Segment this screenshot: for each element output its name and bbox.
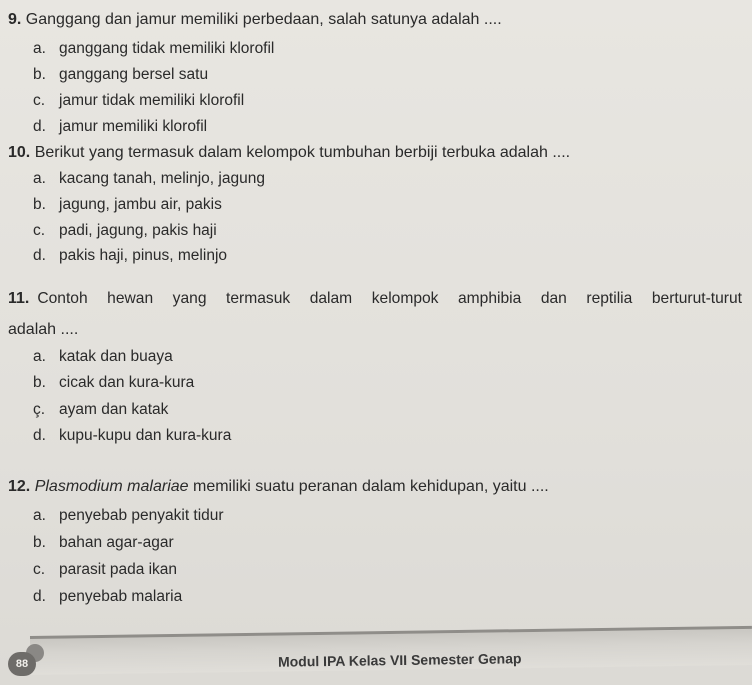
option-9a [33, 39, 274, 59]
option-9d [33, 117, 207, 137]
option-11c [33, 400, 168, 420]
question-11-line2 [8, 320, 78, 340]
question-10 [8, 143, 570, 163]
question-12 [8, 477, 549, 497]
option-letter: a. [33, 40, 46, 57]
option-letter: a. [33, 170, 46, 187]
question-9 [8, 10, 502, 30]
option-text: parasit pada ikan [59, 561, 178, 578]
question-11 [8, 289, 742, 309]
option-letter: c. [33, 561, 46, 578]
option-10b [33, 195, 222, 215]
option-10d [33, 246, 227, 266]
option-text: kupu-kupu dan kura-kura [59, 427, 232, 444]
option-text: pakis haji, pinus, melinjo [59, 247, 228, 264]
option-letter: d. [33, 427, 46, 444]
option-text: jagung, jambu air, pakis [59, 196, 222, 213]
question-text-line2: adalah .... [8, 321, 79, 338]
question-number: 9. [8, 11, 22, 28]
question-text: Ganggang dan jamur memiliki perbedaan, salah satunya adalah .... [25, 11, 502, 28]
option-text: jamur memiliki klorofil [59, 118, 208, 135]
option-text: penyebab penyakit tidur [59, 507, 224, 524]
option-text: penyebab malaria [59, 588, 183, 605]
option-text: kacang tanah, melinjo, jagung [59, 170, 265, 187]
option-9b [33, 65, 208, 85]
option-12d [33, 587, 182, 607]
option-11d [33, 426, 231, 446]
option-letter: b. [33, 66, 46, 83]
option-letter: d. [33, 588, 46, 605]
option-12c [33, 560, 177, 580]
option-text: ganggang tidak memiliki klorofil [59, 40, 275, 57]
option-11b [33, 373, 194, 393]
option-letter: d. [33, 247, 46, 264]
option-11a [33, 347, 173, 367]
option-text: bahan agar-agar [59, 534, 174, 551]
option-letter: b. [33, 196, 46, 213]
question-text: memiliki suatu peranan dalam kehidupan, yaitu .... [193, 478, 549, 495]
option-letter: d. [33, 118, 46, 135]
option-text: padi, jagung, pakis haji [59, 222, 217, 239]
option-letter: ç. [33, 401, 46, 418]
question-italic-term: Plasmodium malariae [34, 478, 189, 495]
option-text: katak dan buaya [59, 348, 173, 365]
option-10c [33, 221, 217, 241]
option-letter: b. [33, 534, 46, 551]
option-9c [33, 91, 244, 111]
question-text-line1: Contoh hewan yang termasuk dalam kelompok amphibia dan reptilia berturut-turut [37, 290, 742, 307]
option-letter: c. [33, 92, 46, 109]
option-text: cicak dan kura-kura [59, 374, 195, 391]
option-letter: a. [33, 348, 46, 365]
question-number: 10. [8, 144, 31, 161]
option-12b [33, 533, 174, 553]
question-text: Berikut yang termasuk dalam kelompok tumbuhan berbiji terbuka adalah .... [34, 144, 571, 161]
option-letter: c. [33, 222, 46, 239]
option-12a [33, 506, 224, 526]
option-letter: b. [33, 374, 46, 391]
page-number-badge: 88 [8, 652, 36, 676]
option-letter: a. [33, 507, 46, 524]
footer-title: Modul IPA Kelas VII Semester Genap [277, 650, 522, 670]
option-10a [33, 169, 265, 189]
question-number: 11. [8, 290, 30, 307]
option-text: ganggang bersel satu [59, 66, 209, 83]
question-number: 12. [8, 478, 31, 495]
option-text: jamur tidak memiliki klorofil [59, 92, 245, 109]
question-11-line1 [8, 289, 742, 309]
option-text: ayam dan katak [59, 401, 169, 418]
